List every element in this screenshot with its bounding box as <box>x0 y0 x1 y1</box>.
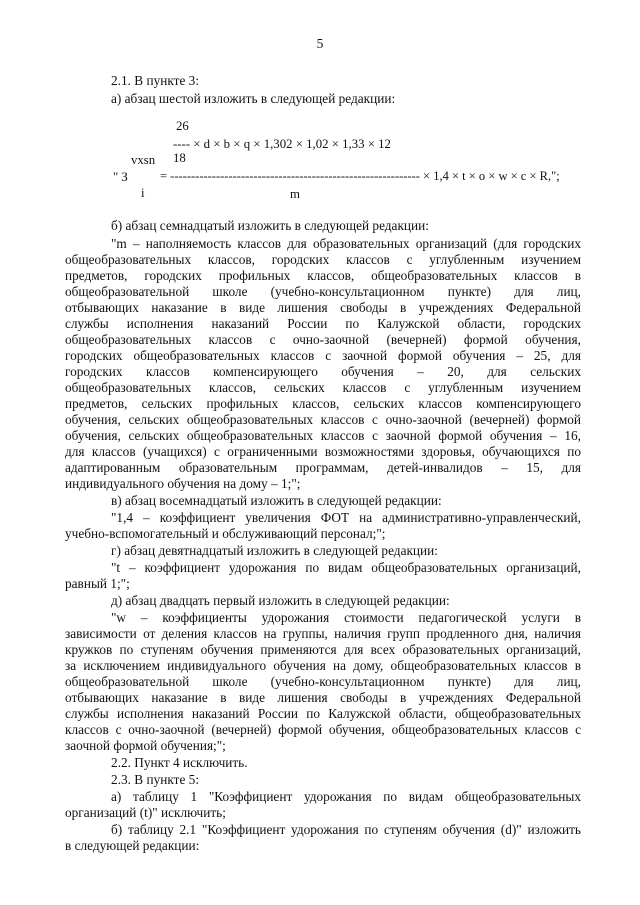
item-b-line: для классов (учащихся) с ограниченными возможностями здоровья, обучающихся по <box>65 444 581 459</box>
item-v-line: "1,4 – коэффициент увеличения ФОТ на административно-управленческий, <box>111 510 581 525</box>
item-b-line: адаптированным образовательным программам, детей-инвалидов – 15, для <box>65 460 581 475</box>
paragraph-2-3-a-line: а) таблицу 1 "Коэффициент удорожания по видам общеобразовательных <box>111 789 581 804</box>
formula-subscript-m: m <box>290 187 300 201</box>
page-number: 5 <box>316 36 324 51</box>
item-b-line: предметов, сельских профильных классов, сельских классов компенсирующего <box>65 396 581 411</box>
item-b-line: предметов, городских профильных классов, общеобразовательных классов в <box>65 268 581 283</box>
item-b-line: "m – наполняемость классов для образовательных организаций (для городских <box>111 236 581 251</box>
paragraph-2-3-b-line: в следующей редакции: <box>65 838 200 853</box>
item-b-line: службы исполнения наказаний России по Калужской области, городских <box>65 316 581 331</box>
paragraph-2-3-a-line: организаций (t)" исключить; <box>65 805 226 820</box>
item-v-line: учебно-вспомогательный и обслуживающий персонал;"; <box>65 526 386 541</box>
formula-vxsn: vxsn <box>131 153 156 167</box>
paragraph-2-3: 2.3. В пункте 5: <box>111 772 200 787</box>
item-d-line: за исключением индивидуального обучения на дому, общеобразовательных классов в <box>65 658 581 673</box>
item-g-line: "t – коэффициент удорожания по видам общеобразовательных организаций, <box>111 560 581 575</box>
item-d-intro: д) абзац двадцать первый изложить в следующей редакции: <box>111 593 450 608</box>
section-heading: 2.1. В пункте 3: <box>111 73 200 88</box>
item-b-intro: б) абзац семнадцатый изложить в следующей редакции: <box>111 218 429 233</box>
item-d-last-line: заочной формой обучения;"; <box>65 738 226 753</box>
item-b-line: отбывающих наказание в виде лишения свободы в учреждениях Федеральной <box>65 300 581 315</box>
item-d-line: общеобразовательной школе (учебно-консультационном пункте) для лиц, <box>65 674 581 689</box>
paragraph-2-3-b-line: б) таблицу 2.1 "Коэффициент удорожания по ступеням обучения (d)" изложить <box>111 822 581 837</box>
item-g-intro: г) абзац девятнадцатый изложить в следующей редакции: <box>111 543 438 558</box>
item-b-line: общеобразовательных классов, сельских классов с углубленным изучением <box>65 380 581 395</box>
item-b-line: общеобразовательной школе (учебно-консультационном пункте) для лиц, <box>65 284 581 299</box>
item-d-line: отбывающих наказание в виде лишения свободы в учреждениях Федеральной <box>65 690 581 705</box>
formula-denominator-coef: 18 <box>173 151 186 165</box>
item-d-line: кружков по ступеням обучения применяются для всех образовательных организаций, <box>65 642 581 657</box>
item-b-line: городских общеобразовательных классов с заочной формой обучения – 25, для <box>65 348 581 363</box>
item-d-line: зависимости от деления классов на группы, наличия групп продленного дня, наличия <box>65 626 581 641</box>
item-d-line: "w – коэффициенты удорожания стоимости педагогической услуги в <box>111 610 581 625</box>
item-b-line: общеобразовательных классов, городских классов с углубленным изучением <box>65 252 581 267</box>
item-b-last-line: индивидуального обучения на дому – 1;"; <box>65 476 301 491</box>
item-b-line: обучения, сельских общеобразовательных классов с очно-заочной (вечерней) формой <box>65 412 581 427</box>
formula-subscript-i: i <box>141 186 145 200</box>
item-a-intro: а) абзац шестой изложить в следующей редакции: <box>111 91 396 106</box>
formula-lhs: " З <box>113 170 128 184</box>
item-b-line: обучения, сельских общеобразовательных классов с заочной формой обучения – 16, <box>65 428 581 443</box>
item-d-line: классов с очно-заочной (вечерней) формой обучения, общеобразовательных классов с <box>65 722 581 737</box>
formula-numerator-coef: 26 <box>176 119 189 133</box>
item-g-line: равный 1;"; <box>65 576 130 591</box>
item-b-line: общеобразовательных классов с очно-заочной (вечерней) формой обучения, <box>65 332 581 347</box>
formula-rhs: = ------------------------------------------------------------ × 1,4 × t × o × w × c × R,"; <box>160 169 560 183</box>
paragraph-2-2: 2.2. Пункт 4 исключить. <box>111 755 248 770</box>
formula-numerator: ---- × d × b × q × 1,302 × 1,02 × 1,33 × 12 <box>173 137 391 151</box>
item-d-line: службы исполнения наказаний России по Калужской области, общеобразовательных <box>65 706 581 721</box>
item-b-line: городских классов компенсирующего обучения – 20, для сельских <box>65 364 581 379</box>
item-v-intro: в) абзац восемнадцатый изложить в следующей редакции: <box>111 493 442 508</box>
